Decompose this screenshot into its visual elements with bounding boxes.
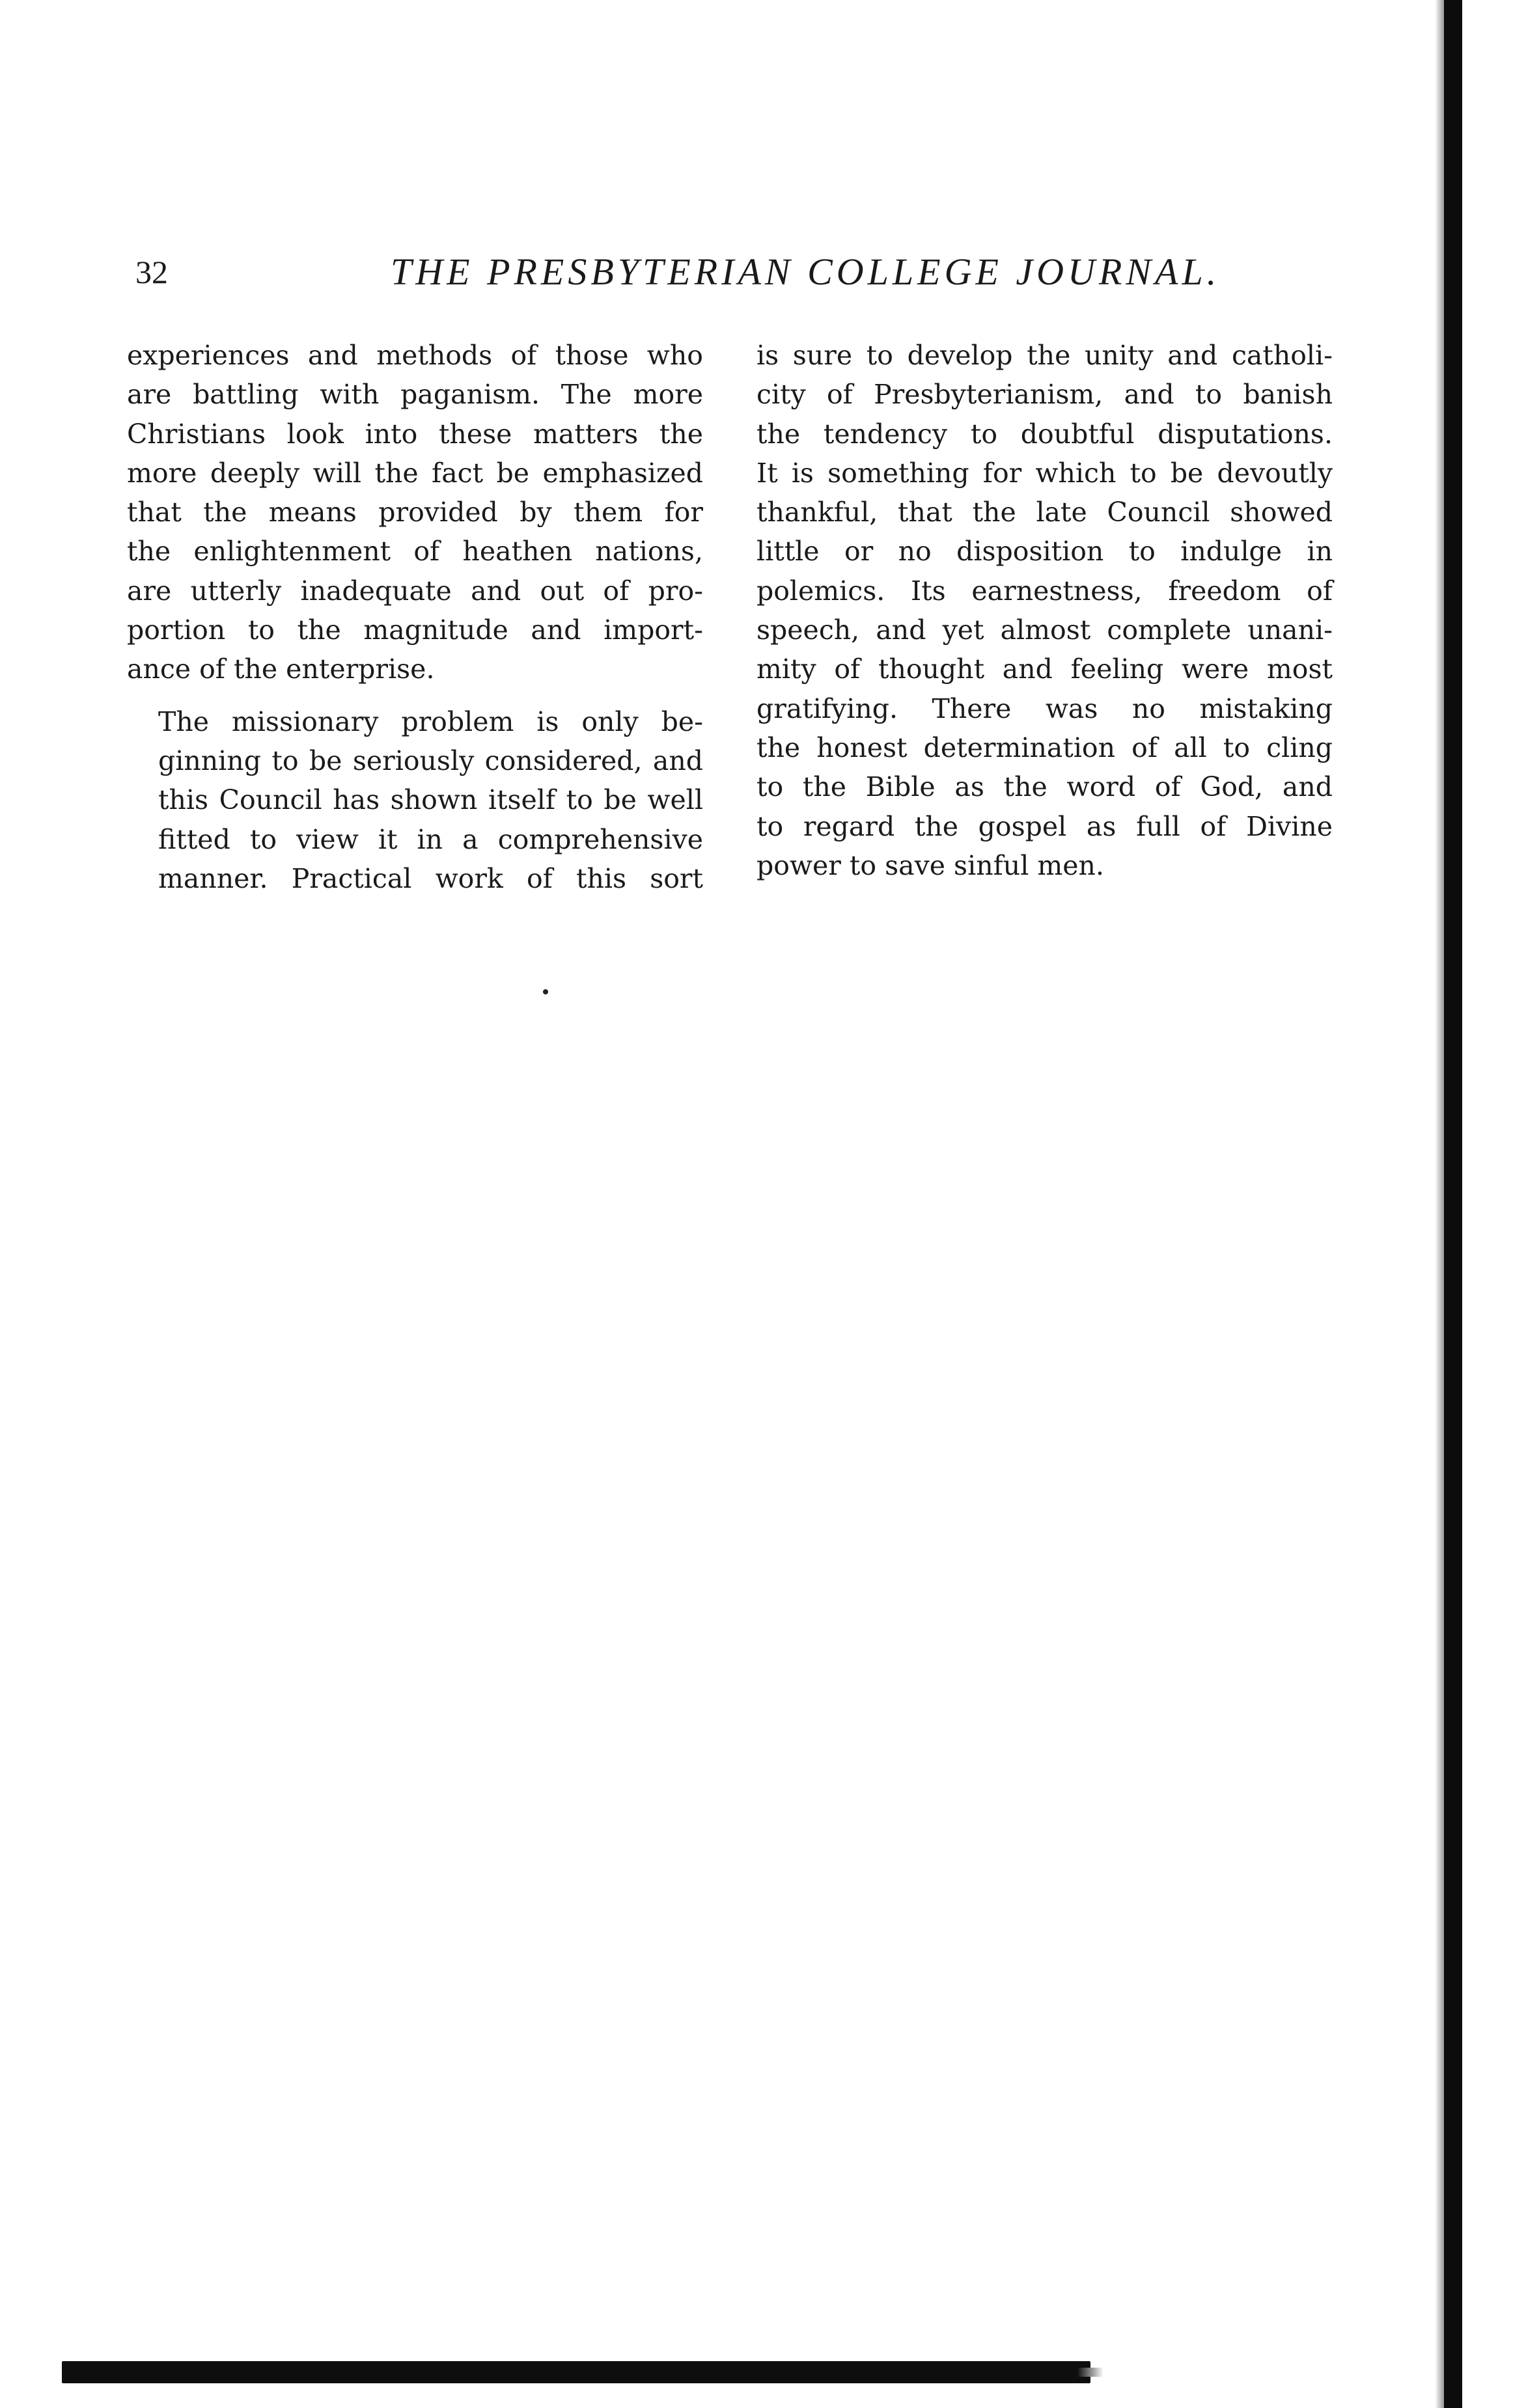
- text-line: speech, and yet almost complete unani-: [756, 614, 1333, 646]
- text-line: are battling with paganism. The more: [127, 379, 703, 411]
- text-line: the honest determination of all to cling: [756, 732, 1333, 763]
- text-line: polemics. Its earnestness, freedom of: [756, 575, 1333, 607]
- text-line: mity of thought and feeling were most: [756, 653, 1333, 685]
- text-line: is sure to develop the unity and catholi-: [756, 340, 1333, 371]
- text-line: to the Bible as the word of God, and: [756, 771, 1333, 803]
- text-line: the tendency to doubtful disputations.: [756, 418, 1333, 450]
- text-line: Christians look into these matters the: [127, 418, 703, 450]
- text-line: little or no disposition to indulge in: [756, 536, 1333, 568]
- page-edge-shadow-bottom: [62, 2361, 1090, 2383]
- text-line: the enlightenment of heathen nations,: [127, 536, 703, 568]
- text-line: ginning to be seriously considered, and: [158, 745, 703, 776]
- page-edge-shadow-right: [1444, 0, 1462, 2408]
- page-number: 32: [135, 254, 168, 290]
- text-line: are utterly inadequate and out of pro-: [127, 575, 703, 607]
- text-line: more deeply will the fact be emphasized: [127, 457, 703, 489]
- left-paragraph-1: [127, 336, 703, 689]
- text-line: ance of the enterprise.: [127, 653, 435, 685]
- left-paragraph-2: [127, 702, 703, 898]
- text-line: portion to the magnitude and import-: [127, 614, 703, 646]
- text-line: thankful, that the late Council showed: [756, 497, 1333, 528]
- text-line: this Council has shown itself to be well: [158, 784, 703, 816]
- text-line: experiences and methods of those who: [127, 340, 703, 371]
- text-line: It is something for which to be devoutly: [756, 457, 1333, 489]
- text-line: to regard the gospel as full of Divine: [756, 810, 1333, 842]
- right-paragraph-1: [756, 336, 1333, 885]
- left-column: [127, 336, 703, 898]
- text-line: gratifying. There was no mistaking: [756, 692, 1333, 724]
- running-head: THE PRESBYTERIAN COLLEGE JOURNAL.: [391, 251, 1221, 293]
- text-line: The missionary problem is only be-: [158, 705, 703, 737]
- ink-speck: [543, 989, 548, 994]
- text-line: fitted to view it in a comprehensive: [158, 823, 703, 855]
- right-column: [756, 336, 1333, 885]
- text-line: power to save sinful men.: [756, 849, 1104, 881]
- text-line: that the means provided by them for: [127, 497, 703, 528]
- text-line: manner. Practical work of this sort: [158, 862, 703, 894]
- text-line: city of Presbyterianism, and to banish: [756, 379, 1333, 411]
